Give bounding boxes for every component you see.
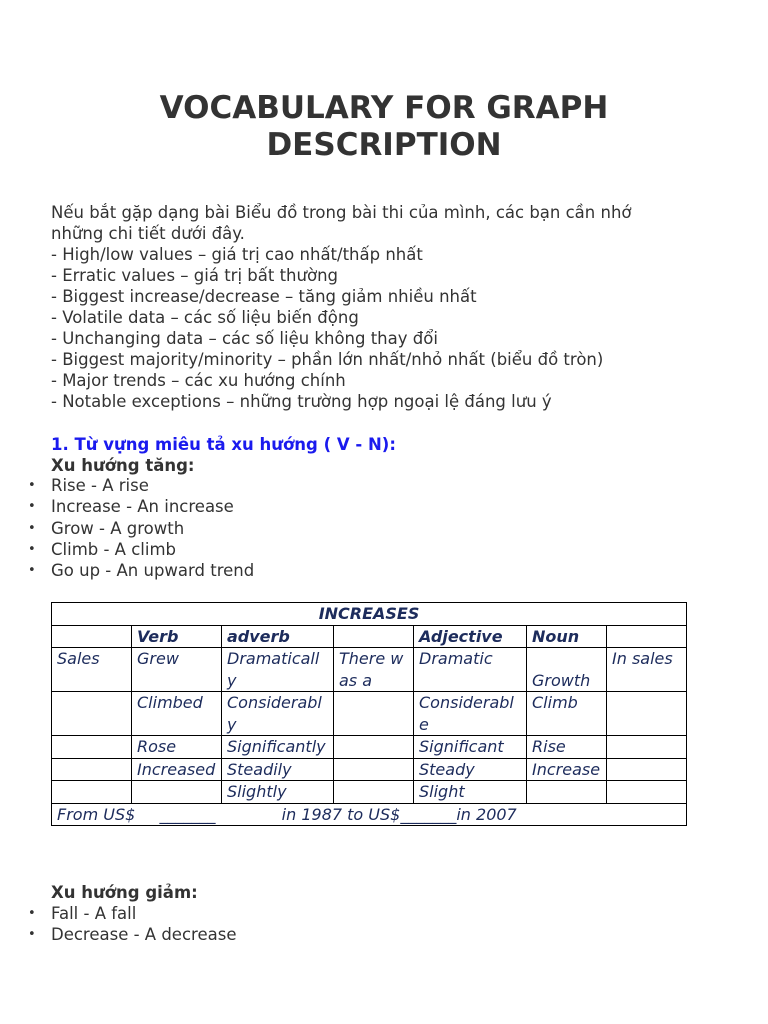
table-header-cell: adverb [222,625,334,648]
table-cell: Dramatically [222,648,334,692]
table-cell: Slight [414,781,527,804]
table-cell: Significant [414,736,527,759]
increases-table [51,602,687,826]
table-cell [334,736,414,759]
table-header-cell: Noun [527,625,607,648]
table-cell: Sales [52,648,132,692]
table-footer-cell [52,803,687,826]
table-row [52,781,687,804]
table-cell [52,781,132,804]
list-item: • Climb - A climb [0,539,254,560]
table-header-cell: Adjective [414,625,527,648]
decrease-heading: Xu hướng giảm: [51,883,198,902]
list-item: • Fall - A fall [0,903,236,924]
footer-blank-1: _______ [159,804,216,824]
list-item: • Go up - An upward trend [0,560,254,581]
table-cell: Rose [132,736,222,759]
intro-line: - Biggest majority/minority – phần lớn nhất/nhỏ nhất (biểu đồ tròn) [51,350,604,369]
table-cell [527,781,607,804]
title-line-1: VOCABULARY FOR GRAPH [159,90,609,126]
table-cell: Climbed [132,692,222,736]
table-cell [334,692,414,736]
table-cell [607,758,687,781]
table-cell: Significantly [222,736,334,759]
footer-mid-text: in 1987 to US$ [281,804,401,824]
table-caption-row [52,603,687,626]
table-cell: Grew [132,648,222,692]
table-cell: Steady [414,758,527,781]
intro-paragraph [51,202,731,412]
title-line-2: DESCRIPTION [266,127,502,163]
table-cell: Increased [132,758,222,781]
table-cell: Climb [527,692,607,736]
table-cell [52,736,132,759]
table-cell: Increase [527,758,607,781]
table-cell: In sales [607,648,687,692]
table-footer-row [52,803,687,826]
list-item: • Increase - An increase [0,496,254,517]
table-cell: Rise [527,736,607,759]
footer-from-text: From US$ [57,804,136,824]
table-row [52,758,687,781]
intro-line: những chi tiết dưới đây. [51,224,245,243]
table-cell [52,692,132,736]
table-cell: There was a [334,648,414,692]
table-row [52,648,687,692]
table-cell [607,692,687,736]
table-cell [607,781,687,804]
intro-line: - Biggest increase/decrease – tăng giảm nhiều nhất [51,287,477,306]
intro-line: - Erratic values – giá trị bất thường [51,266,338,285]
intro-line: - Volatile data – các số liệu biến động [51,308,359,327]
table-cell: Growth [527,648,607,692]
table-cell: Slightly [222,781,334,804]
table-cell: Considerable [414,692,527,736]
table-row [52,736,687,759]
table-header-cell: Verb [132,625,222,648]
table-cell [607,736,687,759]
footer-blank-2: _______ [400,804,457,824]
section-heading: 1. Từ vựng miêu tả xu hướng ( V - N): [51,435,396,454]
intro-line: - High/low values – giá trị cao nhất/thấp nhất [51,245,423,264]
table-header-cell [52,625,132,648]
decrease-list [0,903,236,946]
list-item: • Rise - A rise [0,475,254,496]
footer-end-text: in 2007 [456,804,517,824]
table-cell [132,781,222,804]
table-cell: Dramatic [414,648,527,692]
increase-heading: Xu hướng tăng: [51,456,195,475]
table-header-cell [334,625,414,648]
intro-line: - Unchanging data – các số liệu không thay đổi [51,329,438,348]
list-item: • Decrease - A decrease [0,924,236,945]
table-header-row [52,625,687,648]
table-cell [334,758,414,781]
intro-line: - Major trends – các xu hướng chính [51,371,346,390]
increase-list [0,475,254,581]
table-row [52,692,687,736]
table-header-cell [607,625,687,648]
intro-line: Nếu bắt gặp dạng bài Biểu đồ trong bài thi của mình, các bạn cần nhớ [51,203,632,222]
table-cell [334,781,414,804]
list-item: • Grow - A growth [0,518,254,539]
table-cell [52,758,132,781]
table-cell: Steadily [222,758,334,781]
table-cell: Considerably [222,692,334,736]
page-title [0,90,768,164]
intro-line: - Notable exceptions – những trường hợp ngoại lệ đáng lưu ý [51,392,552,411]
table-caption: INCREASES [52,603,687,626]
